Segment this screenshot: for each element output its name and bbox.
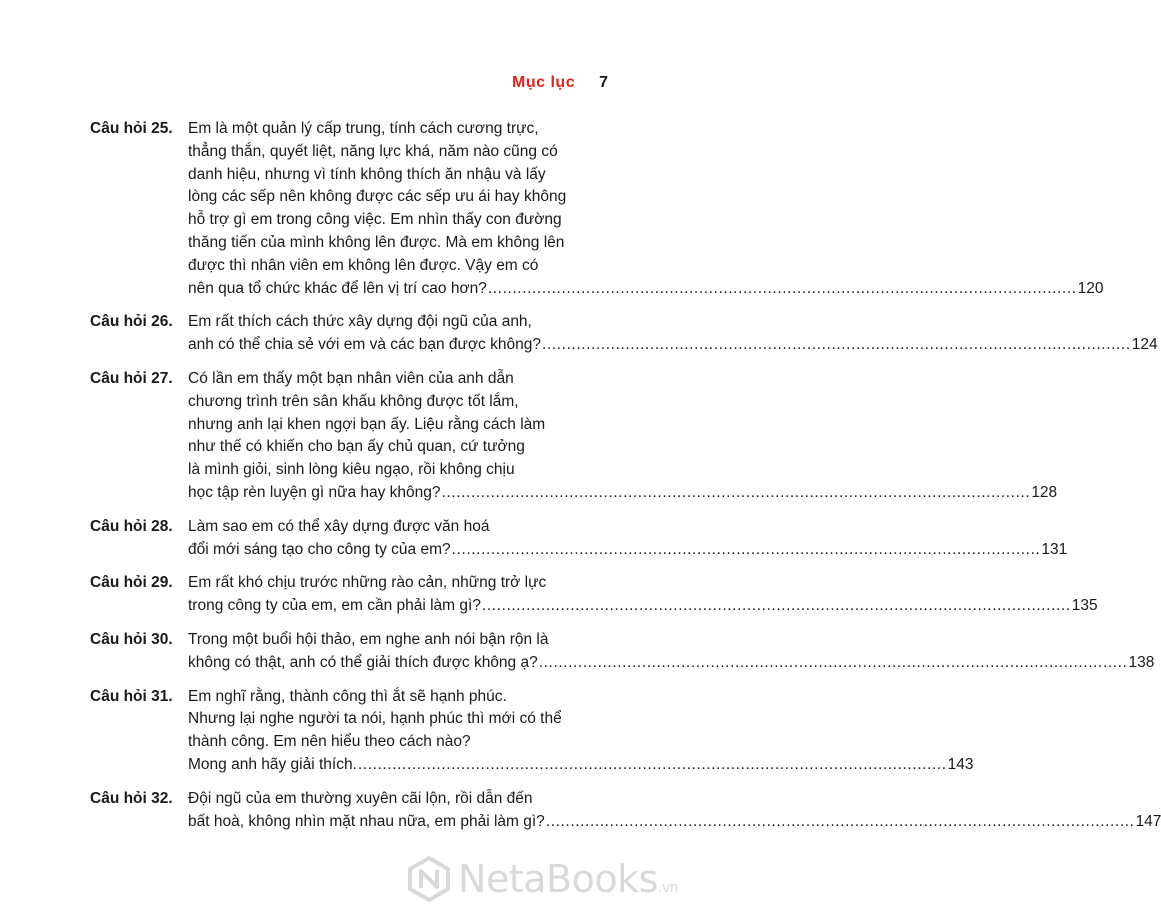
question-label: Câu hỏi 31.	[90, 687, 173, 705]
question-line: Đội ngũ của em thường xuyên cãi lộn, rồi dẫn đến	[188, 789, 533, 807]
question-line: nhưng anh lại khen ngợi bạn ấy. Liệu rằng cách làm	[188, 415, 546, 433]
dot-leader	[488, 278, 1077, 301]
question-text	[188, 629, 1154, 675]
question-last-line	[188, 334, 1158, 357]
netabooks-logo-icon	[406, 856, 452, 902]
dot-leader	[452, 539, 1041, 562]
question-line: đổi mới sáng tạo cho công ty của em?	[188, 540, 451, 558]
question-last-line	[188, 811, 1161, 834]
page-number: 7	[599, 74, 608, 91]
question-text	[188, 368, 1057, 505]
dot-leader	[442, 482, 1031, 505]
toc-entry[interactable]	[90, 118, 1104, 300]
question-line: Có lần em thấy một bạn nhân viên của anh dẫn	[188, 369, 514, 387]
page-ref[interactable]: 131	[1041, 540, 1068, 558]
question-line: anh có thể chia sẻ với em và các bạn được không?	[188, 336, 541, 354]
question-text	[188, 311, 1158, 357]
question-last-line	[188, 652, 1154, 675]
question-last-line	[188, 754, 974, 777]
page-ref[interactable]: 143	[947, 755, 974, 773]
question-label: Câu hỏi 28.	[90, 517, 173, 535]
question-line: Em là một quản lý cấp trung, tính cách cương trực,	[188, 120, 539, 137]
toc-entry[interactable]	[90, 572, 1098, 618]
question-line: chương trình trên sân khấu không được tốt lắm,	[188, 392, 519, 410]
question-last-line	[188, 539, 1067, 562]
page-ref[interactable]: 120	[1077, 279, 1104, 297]
question-line: là mình giỏi, sinh lòng kiêu ngạo, rồi không chịu	[188, 461, 515, 479]
toc-entry[interactable]	[90, 629, 1155, 675]
page-ref[interactable]: 128	[1031, 483, 1058, 501]
question-last-line	[188, 278, 1104, 301]
question-text	[188, 516, 1067, 562]
question-line: thăng tiến của mình không lên được. Mà em không lên	[188, 233, 565, 251]
question-label: Câu hỏi 25.	[90, 120, 173, 137]
question-line: Trong một buổi hội thảo, em nghe anh nói bận rộn là	[188, 630, 549, 648]
question-line: Mong anh hãy giải thích.	[188, 755, 357, 773]
toc-entry[interactable]	[90, 788, 1161, 834]
page-ref[interactable]: 124	[1131, 336, 1158, 354]
question-last-line	[188, 482, 1057, 505]
dot-leader	[358, 754, 947, 777]
question-line: Em nghĩ rằng, thành công thì ắt sẽ hạnh phúc.	[188, 687, 507, 705]
watermark	[406, 856, 678, 902]
question-line: danh hiệu, nhưng vì tính không thích ăn nhậu và lấy	[188, 165, 546, 183]
dot-leader	[546, 811, 1135, 834]
question-label: Câu hỏi 32.	[90, 789, 173, 807]
question-line: học tập rèn luyện gì nữa hay không?	[188, 483, 441, 501]
page-ref[interactable]: 138	[1128, 653, 1155, 671]
question-line: Em rất khó chịu trước những rào cản, những trở lực	[188, 574, 547, 592]
question-line: Làm sao em có thể xây dựng được văn hoá	[188, 517, 490, 535]
question-label: Câu hỏi 27.	[90, 369, 173, 387]
page-ref[interactable]: 147	[1135, 812, 1161, 830]
question-line: thẳng thắn, quyết liệt, năng lực khá, năm nào cũng có	[188, 142, 558, 160]
toc-entry[interactable]	[90, 516, 1068, 562]
question-line: Nhưng lại nghe người ta nói, hạnh phúc thì mới có thể	[188, 710, 562, 728]
question-text	[188, 686, 974, 777]
question-text	[188, 788, 1161, 834]
dot-leader	[482, 595, 1071, 618]
question-label: Câu hỏi 30.	[90, 630, 173, 648]
toc-entry[interactable]	[90, 368, 1058, 505]
question-label: Câu hỏi 26.	[90, 313, 173, 331]
question-line: trong công ty của em, em cần phải làm gì?	[188, 597, 481, 615]
question-line: hỗ trợ gì em trong công việc. Em nhìn thấy con đường	[188, 211, 562, 229]
question-text	[188, 118, 1104, 300]
question-line: lòng các sếp nên không được các sếp ưu ái hay không	[188, 188, 567, 206]
question-text	[188, 572, 1098, 618]
section-title: Mục lục	[512, 74, 576, 91]
question-last-line	[188, 595, 1098, 618]
question-line: nên qua tổ chức khác để lên vị trí cao hơn?	[188, 279, 487, 297]
question-line: bất hoà, không nhìn mặt nhau nữa, em phải làm gì?	[188, 812, 545, 830]
question-label: Câu hỏi 29.	[90, 574, 173, 592]
question-line: không có thật, anh có thể giải thích được không ạ?	[188, 653, 538, 671]
question-line: như thế có khiến cho bạn ấy chủ quan, cứ tưởng	[188, 438, 525, 456]
toc-entry[interactable]	[90, 686, 974, 777]
dot-leader	[539, 652, 1128, 675]
table-of-contents	[90, 118, 1161, 844]
question-line: Em rất thích cách thức xây dựng đội ngũ của anh,	[188, 313, 532, 331]
page-ref[interactable]: 135	[1071, 597, 1098, 615]
page-header	[512, 74, 608, 92]
question-line: được thì nhân viên em không lên được. Vậy em có	[188, 256, 539, 274]
toc-entry[interactable]	[90, 311, 1158, 357]
question-line: thành công. Em nên hiểu theo cách nào?	[188, 733, 471, 751]
dot-leader	[542, 334, 1131, 357]
watermark-text: NetaBooks.vn	[458, 857, 678, 901]
